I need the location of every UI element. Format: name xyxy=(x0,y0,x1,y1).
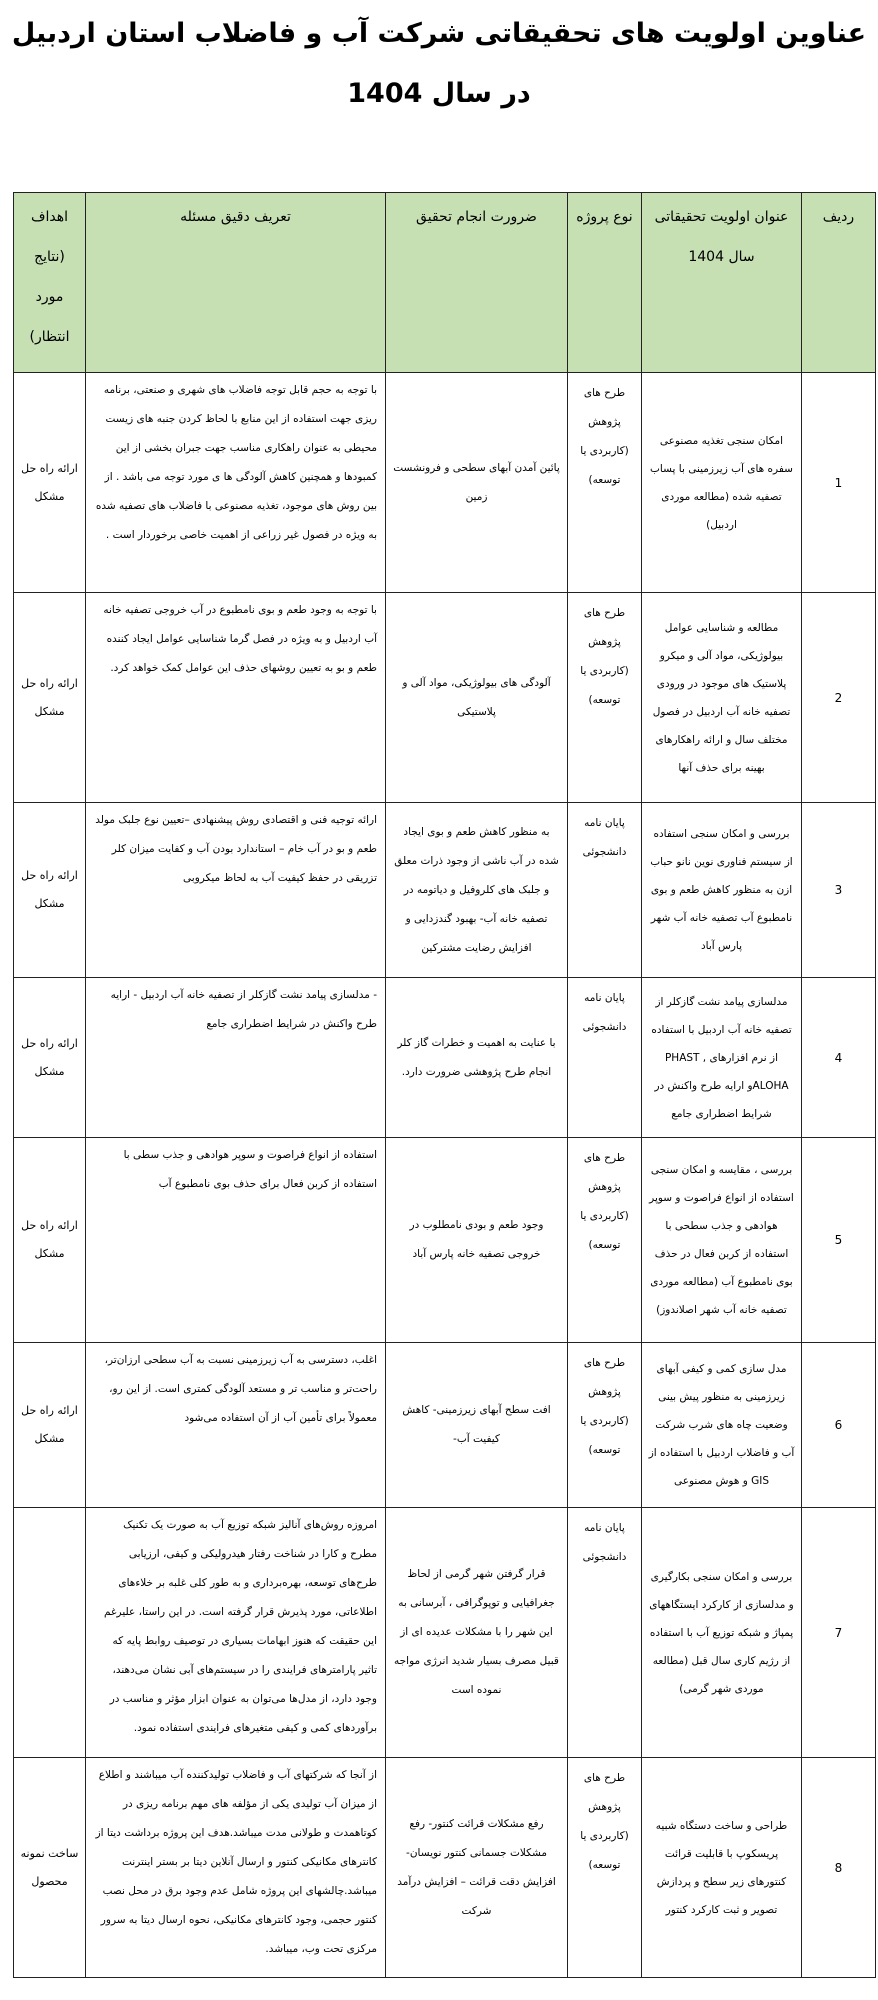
row-title: طراحی و ساخت دستگاه شبیه پریسکوپ با قابلیت قرائت کنتورهای زیر سطح و پردازش تصویر و ثبت کارکرد کنتور xyxy=(642,1758,802,1978)
row-definition: با توجه به وجود طعم و بوی نامطبوع در آب خروجی تصفیه خانه آب اردبیل و به ویژه در فصل گرما شناسایی عوامل ایجاد کننده طعم و بو به تعیین روشهای حذف این عوامل کمک خواهد کرد. xyxy=(86,593,386,803)
row-goals: ارائه راه حل مشکل xyxy=(14,593,86,803)
row-definition: با توجه به حجم قابل توجه فاضلاب های شهری و صنعتی، برنامه ریزی جهت استفاده از این منابع با لحاظ کردن جنبه های زیست محیطی به عنوان راهکاری مناسب جهت جبران بخشی از این کمبودها و همچنین کاهش آلودگی ها ی مورد توجه می باشد . از بین روش های موجود، تغذیه مصنوعی با فاضلاب های تصفیه شده به ویژه در فصول غیر زراعی از اهمیت خاصی برخوردار است . xyxy=(86,373,386,593)
row-number: 7 xyxy=(802,1508,876,1758)
row-definition: استفاده از انواع فراصوت و سوپر هوادهی و جذب سطی با استفاده از کربن فعال برای حذف بوی نامطبوع آب xyxy=(86,1138,386,1343)
page-subtitle: در سال 1404 xyxy=(347,78,531,109)
row-number: 4 xyxy=(802,978,876,1138)
page-title: عناوین اولویت های تحقیقاتی شرکت آب و فاضلاب استان اردبیل xyxy=(11,18,867,49)
row-definition: اغلب، دسترسی به آب زیرزمینی نسبت به آب سطحی ارزان‌تر، راحت‌تر و مناسب تر و مستعد آلودگی کمتری است. از این رو، معمولاً برای تأمین آب از آن استفاده می‌شود xyxy=(86,1343,386,1508)
table-row xyxy=(14,1138,876,1343)
row-goals: ارائه راه حل مشکل xyxy=(14,1343,86,1508)
table-row xyxy=(14,803,876,978)
row-title: بررسی ، مقایسه و امکان سنجی استفاده از انواع فراصوت و سوپر هوادهی و جذب سطحی با استفاده از کربن فعال در حذف بوی نامطبوع آب (مطالعه موردی تصفیه خانه آب شهر اصلاندوز) xyxy=(642,1138,802,1343)
row-necessity: رفع مشکلات قرائت کنتور- رفع مشکلات جسمانی کنتور نویسان- افزایش دقت قرائت – افزایش درآمد شرکت xyxy=(386,1758,568,1978)
header-type: نوع پروژه xyxy=(568,193,642,373)
row-title: بررسی و امکان سنجی استفاده از سیستم فناوری نوین نانو حباب ازن به منظور کاهش طعم و بوی نامطبوع آب تصفیه خانه آب شهر پارس آباد xyxy=(642,803,802,978)
row-necessity: قرار گرفتن شهر گرمی از لحاظ جغرافیایی و توپوگرافی ، آبرسانی به این شهر را با مشکلات عدیده ای از قبیل مصرف بسیار شدید انرژی مواجه نموده است xyxy=(386,1508,568,1758)
row-title: مدلسازی پیامد نشت گازکلر از تصفیه خانه آب اردبیل با استفاده از نرم افزارهای PHAST , ALOHAو ارایه طرح واکنش در شرایط اضطراری جامع xyxy=(642,978,802,1138)
row-type: طرح های پژوهش (کاربردی یا توسعه) xyxy=(568,593,642,803)
row-necessity: با عنایت به اهمیت و خطرات گاز کلر انجام طرح پژوهشی ضرورت دارد. xyxy=(386,978,568,1138)
row-goals: ساخت نمونه محصول xyxy=(14,1758,86,1978)
row-definition: امروزه روش‌های آنالیز شبکه توزیع آب به صورت یک تکنیک مطرح و کارا در شناخت رفتار هیدرولیکی و کیفی، ارزیابی طرح‌های توسعه، بهره‌برداری و به طور کلی غلبه بر خلاءهای اطلاعاتی، مورد پذیرش قرار گرفته است. در این راستا، علیرغم این حقیقت که هنوز ابهامات بسیاری در توصیف روابط پایه که تاثیر پارامترهای فرایندی را در سیستم‌های آبی نشان می‌دهند، وجود دارد، از مدل‌ها می‌توان به عنوان ابزار مؤثر و مناسب در برآوردهای کمی و کیفی متغیرهای فرایندی استفاده نمود. xyxy=(86,1508,386,1758)
table-row xyxy=(14,978,876,1138)
header-row-number: ردیف xyxy=(802,193,876,373)
row-necessity: وجود طعم و بودی نامطلوب در خروجی تصفیه خانه پارس آباد xyxy=(386,1138,568,1343)
row-necessity: به منظور کاهش طعم و بوی ایجاد شده در آب ناشی از وجود ذرات معلق و جلبک های کلروفیل و دیاتومه در تصفیه خانه آب- بهبود گندزدایی و افزایش رضایت مشترکین xyxy=(386,803,568,978)
header-definition: تعریف دقیق مسئله xyxy=(86,193,386,373)
row-title: امکان سنجی تغذیه مصنوعی سفره های آب زیرزمینی با پساب تصفیه شده (مطالعه موردی اردبیل) xyxy=(642,373,802,593)
row-necessity: آلودگی های بیولوژیکی، مواد آلی و پلاستیکی xyxy=(386,593,568,803)
row-number: 2 xyxy=(802,593,876,803)
row-goals: ارائه راه حل مشکل xyxy=(14,803,86,978)
row-type: طرح های پژوهش (کاربردی یا توسعه) xyxy=(568,1758,642,1978)
row-type: پایان نامه دانشجوئی xyxy=(568,1508,642,1758)
table-row xyxy=(14,593,876,803)
row-number: 8 xyxy=(802,1758,876,1978)
header-row xyxy=(14,193,876,373)
header-necessity: ضرورت انجام تحقیق xyxy=(386,193,568,373)
row-title: بررسی و امکان سنجی بکارگیری و مدلسازی از کارکرد ایستگاههای پمپاژ و شبکه توزیع آب با استفاده از رژیم کاری سال قبل (مطالعه موردی شهر گرمی) xyxy=(642,1508,802,1758)
row-type: پایان نامه دانشجوئی xyxy=(568,978,642,1138)
row-goals: ارائه راه حل مشکل xyxy=(14,1138,86,1343)
row-number: 1 xyxy=(802,373,876,593)
table-row xyxy=(14,373,876,593)
row-type: طرح های پژوهش (کاربردی یا توسعه) xyxy=(568,1343,642,1508)
row-type: طرح های پژوهش (کاربردی یا توسعه) xyxy=(568,373,642,593)
row-goals: ارائه راه حل مشکل xyxy=(14,373,86,593)
table-row xyxy=(14,1508,876,1758)
row-type: طرح های پژوهش (کاربردی یا توسعه) xyxy=(568,1138,642,1343)
row-necessity: پائین آمدن آبهای سطحی و فرونشست زمین xyxy=(386,373,568,593)
row-title: مطالعه و شناسایی عوامل بیولوژیکی، مواد آلی و میکرو پلاستیک های موجود در ورودی تصفیه خانه آب اردبیل در فصول مختلف سال و ارائه راهکارهای بهینه برای حذف آنها xyxy=(642,593,802,803)
row-number: 6 xyxy=(802,1343,876,1508)
row-number: 5 xyxy=(802,1138,876,1343)
table-row xyxy=(14,1758,876,1978)
row-goals xyxy=(14,1508,86,1758)
table-row xyxy=(14,1343,876,1508)
row-definition: - مدلسازی پیامد نشت گازکلر از تصفیه خانه آب اردبیل - ارایه طرح واکنش در شرایط اضطراری جامع xyxy=(86,978,386,1138)
row-type: پایان نامه دانشجوئی xyxy=(568,803,642,978)
row-necessity: افت سطح آبهای زیرزمینی- کاهش کیفیت آب- xyxy=(386,1343,568,1508)
priorities-table xyxy=(13,192,876,1978)
row-number: 3 xyxy=(802,803,876,978)
header-title: عنوان اولویت تحقیقاتی سال 1404 xyxy=(642,193,802,373)
row-definition: ارائه توجیه فنی و اقتصادی روش پیشنهادی –تعیین نوع جلبک مولد طعم و بو در آب خام – استاندارد بودن آب و کفایت میزان کلر تزریقی در حفظ کیفیت آب به لحاظ میکروبی xyxy=(86,803,386,978)
row-goals: ارائه راه حل مشکل xyxy=(14,978,86,1138)
row-definition: از آنجا که شرکتهای آب و فاضلاب تولیدکننده آب میباشند و اطلاع از میزان آب تولیدی یکی از مؤلفه های مهم برنامه ریزی در کوتاهمدت و طولانی مدت میباشد.هدف این پروژه برداشت دیتا از کانترهای مکانیکی کنتور و ارسال آنلاین دیتا بر بستر اینترنت میباشد.چالشهای این پروژه شامل عدم وجود برق در محل نصب کنتور حجمی، وجود کانترهای مکانیکی، نحوه ارسال دیتا به سرور مرکزی تحت وب، میباشد. xyxy=(86,1758,386,1978)
row-title: مدل سازی کمی و کیفی آبهای زیرزمینی به منظور پیش بینی وضعیت چاه های شرب شرکت آب و فاضلاب اردبیل با استفاده از GIS و هوش مصنوعی xyxy=(642,1343,802,1508)
header-goals: اهداف (نتایج مورد انتظار) xyxy=(14,193,86,373)
